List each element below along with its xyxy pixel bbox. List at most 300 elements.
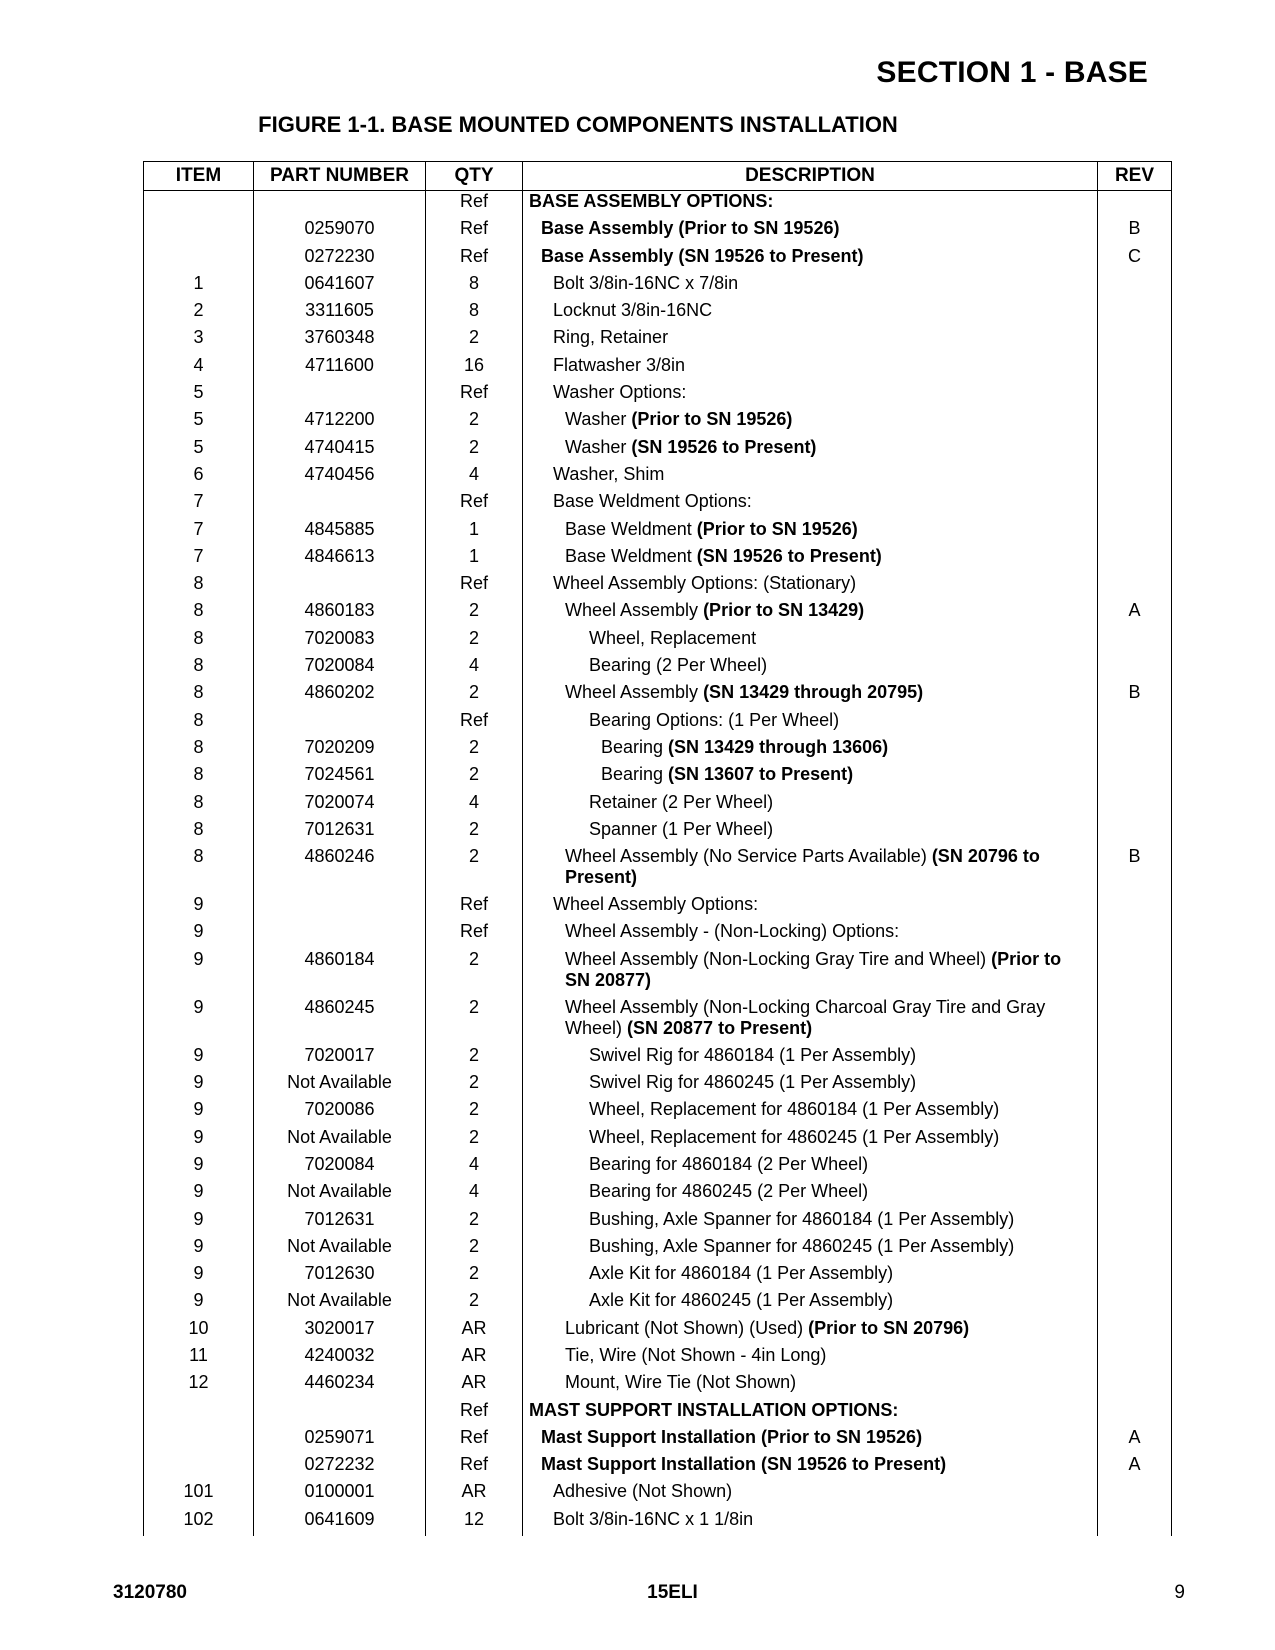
figure-title: FIGURE 1-1. BASE MOUNTED COMPONENTS INSTALLATION [258, 112, 898, 137]
description-plain: Wheel Assembly [565, 682, 704, 703]
rev-cell: A [1098, 1427, 1172, 1454]
description-bold: (Prior to SN 20796) [808, 1317, 970, 1338]
description-text [529, 1400, 898, 1420]
description-plain: Base Weldment Options: [553, 491, 752, 512]
description-text [529, 519, 1087, 540]
description-text [529, 573, 1087, 594]
description-plain: Wheel Assembly - (Non-Locking) Options: [565, 921, 900, 942]
rev-cell [1098, 1072, 1172, 1099]
description-cell [523, 1400, 1098, 1427]
item-cell: 9 [144, 894, 254, 921]
description-cell [523, 327, 1098, 354]
rev-cell: C [1098, 246, 1172, 273]
description-text [529, 819, 1087, 840]
description-text [529, 273, 1087, 294]
rev-cell: A [1098, 600, 1172, 627]
part-number-cell: 0259071 [254, 1427, 426, 1454]
rev-cell [1098, 519, 1172, 546]
description-cell [523, 792, 1098, 819]
rev-cell [1098, 300, 1172, 327]
part-number-cell: 4711600 [254, 355, 426, 382]
description-cell [523, 464, 1098, 491]
part-number-cell: Not Available [254, 1290, 426, 1317]
item-cell: 9 [144, 1099, 254, 1126]
description-plain: Axle Kit for 4860184 (1 Per Assembly) [589, 1263, 894, 1284]
description-text [529, 327, 1087, 348]
qty-cell: 2 [426, 1045, 523, 1072]
part-number-cell: 7020084 [254, 655, 426, 682]
description-text [529, 437, 1087, 458]
description-text [529, 1481, 1087, 1502]
item-cell [144, 1427, 254, 1454]
description-cell [523, 273, 1098, 300]
rev-cell [1098, 1345, 1172, 1372]
qty-cell: Ref [426, 382, 523, 409]
description-cell [523, 1072, 1098, 1099]
rev-cell [1098, 1263, 1172, 1290]
description-plain: Wheel Assembly Options: (Stationary) [553, 573, 857, 594]
description-cell [523, 491, 1098, 518]
column-header-part-number: PART NUMBER [254, 162, 426, 191]
qty-cell: AR [426, 1318, 523, 1345]
description-text [529, 764, 1087, 785]
table-row [144, 1236, 1172, 1263]
description-plain: Washer Options: [553, 382, 687, 403]
part-number-cell [254, 382, 426, 409]
description-text [529, 1509, 1087, 1530]
part-number-cell: 4860184 [254, 949, 426, 997]
description-cell [523, 1290, 1098, 1317]
description-plain: Bearing [601, 764, 669, 785]
description-bold: (SN 20796 to Present) [565, 846, 1040, 888]
qty-cell: 2 [426, 1263, 523, 1290]
qty-cell: 4 [426, 792, 523, 819]
description-plain: Washer, Shim [553, 463, 665, 484]
item-cell: 9 [144, 1045, 254, 1072]
qty-cell: Ref [426, 491, 523, 518]
table-row [144, 1400, 1172, 1427]
description-plain: Bearing Options: (1 Per Wheel) [589, 709, 840, 730]
table-row [144, 1509, 1172, 1536]
description-text [529, 1045, 1087, 1066]
part-number-cell: 4712200 [254, 409, 426, 436]
item-cell: 8 [144, 628, 254, 655]
item-cell: 6 [144, 464, 254, 491]
description-cell [523, 737, 1098, 764]
rev-cell [1098, 382, 1172, 409]
description-cell [523, 300, 1098, 327]
part-number-cell: 7020017 [254, 1045, 426, 1072]
qty-cell: Ref [426, 246, 523, 273]
part-number-cell: Not Available [254, 1072, 426, 1099]
rev-cell [1098, 1154, 1172, 1181]
table-row [144, 464, 1172, 491]
rev-cell [1098, 710, 1172, 737]
part-number-cell: 7012630 [254, 1263, 426, 1290]
item-cell: 8 [144, 819, 254, 846]
qty-cell: 2 [426, 846, 523, 894]
description-plain: Bushing, Axle Spanner for 4860245 (1 Per Assembly) [589, 1235, 1015, 1256]
description-cell [523, 191, 1098, 219]
description-bold: (Prior to SN 19526) [631, 409, 793, 430]
table-row [144, 921, 1172, 948]
part-number-cell: 0272232 [254, 1454, 426, 1481]
table-row [144, 1099, 1172, 1126]
description-text [529, 949, 1087, 991]
part-number-cell: Not Available [254, 1127, 426, 1154]
table-row [144, 1427, 1172, 1454]
table-row [144, 710, 1172, 737]
qty-cell: Ref [426, 191, 523, 219]
description-text [529, 1318, 1087, 1339]
description-plain: Wheel, Replacement [589, 627, 757, 648]
item-cell: 7 [144, 546, 254, 573]
description-plain: Mount, Wire Tie (Not Shown) [565, 1372, 797, 1393]
description-plain: Bearing [601, 736, 669, 757]
table-row [144, 894, 1172, 921]
item-cell: 8 [144, 655, 254, 682]
qty-cell: 16 [426, 355, 523, 382]
description-text [529, 1099, 1087, 1120]
item-cell: 8 [144, 846, 254, 894]
part-number-cell [254, 1400, 426, 1427]
description-plain: Swivel Rig for 4860184 (1 Per Assembly) [589, 1044, 917, 1065]
qty-cell: 2 [426, 327, 523, 354]
qty-cell: 2 [426, 1127, 523, 1154]
description-cell [523, 1318, 1098, 1345]
table-row [144, 792, 1172, 819]
description-cell [523, 1454, 1098, 1481]
description-cell [523, 997, 1098, 1045]
part-number-cell: 7020084 [254, 1154, 426, 1181]
rev-cell [1098, 1509, 1172, 1536]
description-plain: Flatwasher 3/8in [553, 354, 686, 375]
table-row [144, 409, 1172, 436]
item-cell: 2 [144, 300, 254, 327]
item-cell: 9 [144, 921, 254, 948]
description-plain: Retainer (2 Per Wheel) [589, 791, 774, 812]
rev-cell [1098, 573, 1172, 600]
description-bold: (SN 19526 to Present) [696, 545, 882, 566]
item-cell: 5 [144, 437, 254, 464]
description-cell [523, 710, 1098, 737]
qty-cell: 2 [426, 600, 523, 627]
qty-cell: 2 [426, 1099, 523, 1126]
description-cell [523, 437, 1098, 464]
document-number: 3120780 [113, 1582, 187, 1603]
qty-cell: 2 [426, 819, 523, 846]
description-cell [523, 1427, 1098, 1454]
description-bold: Base Assembly (SN 19526 to Present) [541, 245, 864, 266]
description-cell [523, 1127, 1098, 1154]
description-bold: (Prior to SN 13429) [703, 600, 865, 621]
description-text [529, 1427, 1087, 1448]
qty-cell: Ref [426, 1427, 523, 1454]
description-text [529, 894, 1087, 915]
part-number-cell: 0641609 [254, 1509, 426, 1536]
description-bold: MAST SUPPORT INSTALLATION OPTIONS: [529, 1399, 899, 1420]
description-cell [523, 1263, 1098, 1290]
table-row [144, 218, 1172, 245]
item-cell: 8 [144, 600, 254, 627]
part-number-cell [254, 710, 426, 737]
description-plain: Wheel Assembly (Non-Locking Gray Tire and Wheel) [565, 948, 992, 969]
item-cell: 9 [144, 1154, 254, 1181]
description-text [529, 382, 1087, 403]
description-plain: Wheel Assembly [565, 600, 704, 621]
rev-cell [1098, 1045, 1172, 1072]
part-number-cell: Not Available [254, 1181, 426, 1208]
item-cell: 12 [144, 1372, 254, 1399]
description-text [529, 355, 1087, 376]
qty-cell: Ref [426, 573, 523, 600]
part-number-cell: 4740415 [254, 437, 426, 464]
rev-cell [1098, 191, 1172, 219]
table-row [144, 1263, 1172, 1290]
qty-cell: 2 [426, 997, 523, 1045]
part-number-cell [254, 491, 426, 518]
description-cell [523, 921, 1098, 948]
table-row [144, 1372, 1172, 1399]
part-number-cell: 7020074 [254, 792, 426, 819]
table-row [144, 1181, 1172, 1208]
qty-cell: 4 [426, 1181, 523, 1208]
description-text [529, 1290, 1087, 1311]
table-row [144, 191, 1172, 219]
description-cell [523, 1154, 1098, 1181]
table-row [144, 519, 1172, 546]
description-text [529, 846, 1087, 888]
qty-cell: AR [426, 1481, 523, 1508]
part-number-cell [254, 573, 426, 600]
qty-cell: Ref [426, 894, 523, 921]
description-bold: (SN 13607 to Present) [668, 764, 854, 785]
description-cell [523, 546, 1098, 573]
description-text [529, 792, 1087, 813]
table-row [144, 682, 1172, 709]
description-plain: Ring, Retainer [553, 327, 669, 348]
rev-cell [1098, 491, 1172, 518]
description-text [529, 655, 1087, 676]
part-number-cell: 7020209 [254, 737, 426, 764]
description-text [529, 1372, 1087, 1393]
description-bold: Mast Support Installation (SN 19526 to Present) [541, 1454, 947, 1475]
rev-cell [1098, 327, 1172, 354]
model-name: 15ELI [647, 1582, 698, 1603]
table-row [144, 846, 1172, 894]
description-plain: Bearing for 4860245 (2 Per Wheel) [589, 1181, 869, 1202]
description-plain: Swivel Rig for 4860245 (1 Per Assembly) [589, 1072, 917, 1093]
qty-cell: 1 [426, 519, 523, 546]
item-cell: 11 [144, 1345, 254, 1372]
description-cell [523, 655, 1098, 682]
description-plain: Spanner (1 Per Wheel) [589, 818, 774, 839]
part-number-cell: 0259070 [254, 218, 426, 245]
description-cell [523, 1181, 1098, 1208]
rev-cell: B [1098, 682, 1172, 709]
description-plain: Bolt 3/8in-16NC x 1 1/8in [553, 1508, 754, 1529]
description-plain: Base Weldment [565, 518, 697, 539]
rev-cell [1098, 273, 1172, 300]
item-cell: 7 [144, 519, 254, 546]
section-title: SECTION 1 - BASE [876, 56, 1148, 89]
part-number-cell: 7020083 [254, 628, 426, 655]
description-cell [523, 819, 1098, 846]
table-row [144, 1290, 1172, 1317]
item-cell: 8 [144, 764, 254, 791]
table-row [144, 382, 1172, 409]
description-text [529, 921, 1087, 942]
description-plain: Bushing, Axle Spanner for 4860184 (1 Per Assembly) [589, 1208, 1015, 1229]
table-row [144, 246, 1172, 273]
description-plain: Wheel, Replacement for 4860184 (1 Per Assembly) [589, 1099, 1000, 1120]
description-cell [523, 409, 1098, 436]
table-row [144, 1209, 1172, 1236]
table-row [144, 1072, 1172, 1099]
parts-table [143, 161, 1172, 1536]
qty-cell: Ref [426, 1400, 523, 1427]
qty-cell: AR [426, 1345, 523, 1372]
qty-cell: 4 [426, 655, 523, 682]
rev-cell [1098, 546, 1172, 573]
qty-cell: 2 [426, 1072, 523, 1099]
rev-cell [1098, 792, 1172, 819]
rev-cell [1098, 437, 1172, 464]
description-text [529, 997, 1087, 1039]
rev-cell [1098, 764, 1172, 791]
part-number-cell: 4860245 [254, 997, 426, 1045]
rev-cell [1098, 1236, 1172, 1263]
description-plain: Wheel Assembly Options: [553, 894, 759, 915]
part-number-cell: 3020017 [254, 1318, 426, 1345]
item-cell: 10 [144, 1318, 254, 1345]
part-number-cell [254, 191, 426, 219]
table-row [144, 949, 1172, 997]
item-cell: 8 [144, 710, 254, 737]
part-number-cell: 7024561 [254, 764, 426, 791]
qty-cell: 2 [426, 737, 523, 764]
item-cell: 9 [144, 1181, 254, 1208]
rev-cell [1098, 628, 1172, 655]
description-bold: (Prior to SN 19526) [696, 518, 858, 539]
rev-cell [1098, 1127, 1172, 1154]
description-cell [523, 1372, 1098, 1399]
rev-cell [1098, 1209, 1172, 1236]
description-bold: Base Assembly (Prior to SN 19526) [541, 218, 840, 239]
part-number-cell: 4860183 [254, 600, 426, 627]
item-cell [144, 218, 254, 245]
part-number-cell: 3760348 [254, 327, 426, 354]
rev-cell: B [1098, 846, 1172, 894]
qty-cell: 2 [426, 437, 523, 464]
rev-cell [1098, 655, 1172, 682]
description-bold: BASE ASSEMBLY OPTIONS: [529, 191, 774, 211]
description-text [529, 191, 773, 211]
part-number-cell: 3311605 [254, 300, 426, 327]
description-bold: Mast Support Installation (Prior to SN 19526) [541, 1426, 923, 1447]
description-plain: Lubricant (Not Shown) (Used) [565, 1317, 809, 1338]
description-cell [523, 246, 1098, 273]
rev-cell [1098, 1290, 1172, 1317]
description-text [529, 1127, 1087, 1148]
qty-cell: 2 [426, 1290, 523, 1317]
description-text [529, 737, 1087, 758]
description-plain: Wheel Assembly (Non-Locking Charcoal Gray Tire and Gray Wheel) [565, 996, 1051, 1038]
description-cell [523, 894, 1098, 921]
table-row [144, 491, 1172, 518]
rev-cell [1098, 1181, 1172, 1208]
table-row [144, 1127, 1172, 1154]
table-row [144, 573, 1172, 600]
qty-cell: 4 [426, 464, 523, 491]
column-header-item: ITEM [144, 162, 254, 191]
description-cell [523, 1236, 1098, 1263]
item-cell: 9 [144, 1127, 254, 1154]
qty-cell: 12 [426, 1509, 523, 1536]
rev-cell [1098, 997, 1172, 1045]
rev-cell: B [1098, 218, 1172, 245]
description-text [529, 1454, 1087, 1475]
rev-cell [1098, 1372, 1172, 1399]
qty-cell: Ref [426, 1454, 523, 1481]
description-plain: Base Weldment [565, 545, 697, 566]
description-cell [523, 628, 1098, 655]
part-number-cell: 7012631 [254, 819, 426, 846]
description-text [529, 600, 1087, 621]
description-text [529, 1345, 1087, 1366]
table-row [144, 546, 1172, 573]
table-row [144, 819, 1172, 846]
item-cell: 9 [144, 949, 254, 997]
table-header-row [144, 162, 1172, 191]
item-cell: 9 [144, 1263, 254, 1290]
description-cell [523, 682, 1098, 709]
part-number-cell: 4740456 [254, 464, 426, 491]
rev-cell [1098, 1099, 1172, 1126]
rev-cell [1098, 1318, 1172, 1345]
qty-cell: 2 [426, 409, 523, 436]
part-number-cell: 0641607 [254, 273, 426, 300]
description-cell [523, 1481, 1098, 1508]
item-cell: 5 [144, 382, 254, 409]
description-bold: (SN 20877 to Present) [627, 1017, 813, 1038]
description-cell [523, 949, 1098, 997]
qty-cell: 2 [426, 628, 523, 655]
item-cell [144, 1454, 254, 1481]
page-number: 9 [1174, 1582, 1185, 1603]
item-cell: 8 [144, 737, 254, 764]
rev-cell [1098, 819, 1172, 846]
column-header-qty: QTY [426, 162, 523, 191]
description-text [529, 1181, 1087, 1202]
description-bold: (SN 13429 through 13606) [668, 736, 889, 757]
parts-table-container [143, 161, 1171, 1536]
rev-cell [1098, 409, 1172, 436]
table-row [144, 327, 1172, 354]
description-text [529, 464, 1087, 485]
part-number-cell: 0272230 [254, 246, 426, 273]
item-cell: 4 [144, 355, 254, 382]
rev-cell [1098, 894, 1172, 921]
description-cell [523, 1509, 1098, 1536]
description-plain: Washer [565, 409, 632, 430]
table-row [144, 997, 1172, 1045]
item-cell: 5 [144, 409, 254, 436]
qty-cell: 2 [426, 764, 523, 791]
item-cell: 9 [144, 1290, 254, 1317]
qty-cell: Ref [426, 710, 523, 737]
item-cell: 1 [144, 273, 254, 300]
